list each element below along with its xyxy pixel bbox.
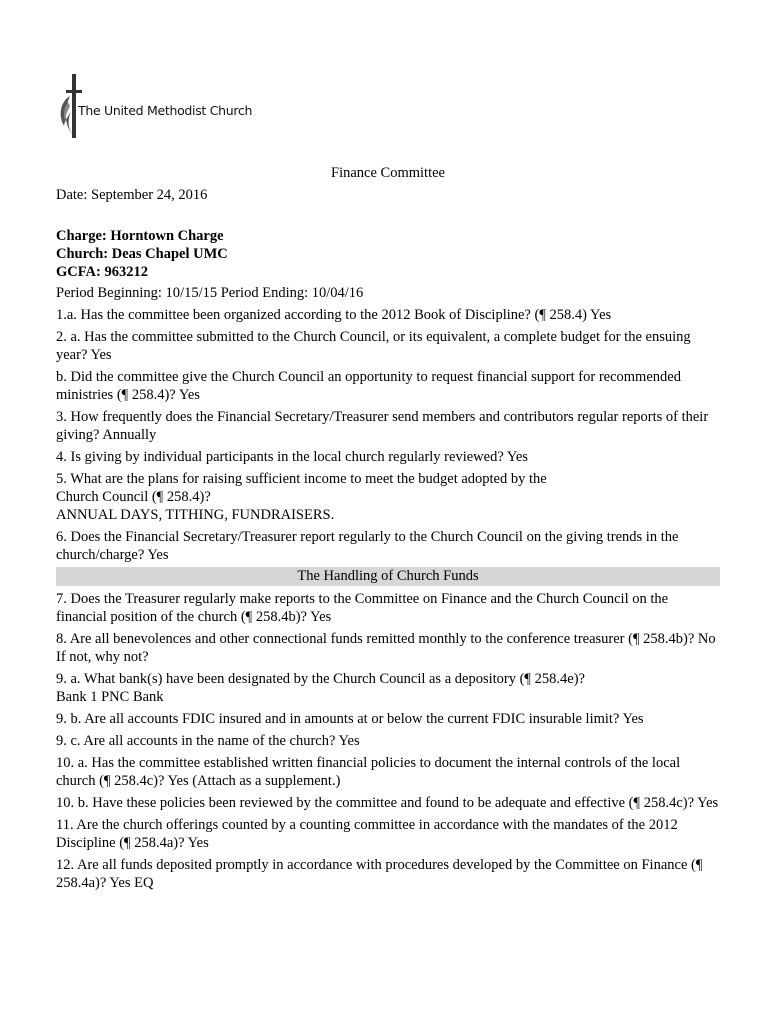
logo-text: The United Methodist Church xyxy=(78,103,253,118)
question-1a: 1.a. Has the committee been organized according to the 2012 Book of Discipline? (¶ 258.4) Yes xyxy=(56,307,612,323)
question-2b: b. Did the committee give the Church Council an opportunity to request financial support for recommended ministries (¶ 258.4)? Yes xyxy=(56,369,681,403)
gcfa-line: GCFA: 963212 xyxy=(56,264,148,280)
question-8 xyxy=(56,630,720,666)
question-9c: 9. c. Are all accounts in the name of the church? Yes xyxy=(56,733,360,749)
period-line: Period Beginning: 10/15/15 Period Ending: 10/04/16 xyxy=(56,285,364,301)
question-5 xyxy=(56,470,720,524)
question-6: 6. Does the Financial Secretary/Treasurer report regularly to the Church Council on the giving trends in the church/charge? Yes xyxy=(56,529,679,563)
question-3: 3. How frequently does the Financial Secretary/Treasurer send members and contributors regular reports of their giving? Annually xyxy=(56,409,709,443)
question-8-text: 8. Are all benevolences and other connectional funds remitted monthly to the conference treasurer (¶ 258.4b)? No xyxy=(56,631,716,647)
question-11: 11. Are the church offerings counted by a counting committee in accordance with the mandates of the 2012 Discipline (¶ 258.4a)? Yes xyxy=(56,817,678,851)
question-9a xyxy=(56,670,720,706)
question-8-followup: If not, why not? xyxy=(56,649,149,665)
church-line: Church: Deas Chapel UMC xyxy=(56,246,228,262)
church-logo xyxy=(56,72,256,142)
question-10a: 10. a. Has the committee established written financial policies to document the internal controls of the local church (¶ 258.4c)? Yes (Attach as a supplement.) xyxy=(56,755,681,789)
section-heading: The Handling of Church Funds xyxy=(56,567,720,586)
question-12: 12. Are all funds deposited promptly in accordance with procedures developed by the Committee on Finance (¶ 258.4a)? Yes EQ xyxy=(56,857,703,891)
question-10b: 10. b. Have these policies been reviewed by the committee and found to be adequate and effective (¶ 258.4c)? Yes xyxy=(56,795,719,811)
question-9b: 9. b. Are all accounts FDIC insured and in amounts at or below the current FDIC insurable limit? Yes xyxy=(56,711,644,727)
question-9a-text: 9. a. What bank(s) have been designated by the Church Council as a depository (¶ 258.4e)? xyxy=(56,671,585,687)
question-5-answer: ANNUAL DAYS, TITHING, FUNDRAISERS. xyxy=(56,507,335,523)
question-5-line1: 5. What are the plans for raising sufficient income to meet the budget adopted by the xyxy=(56,471,547,487)
question-5-line2: Church Council (¶ 258.4)? xyxy=(56,489,211,505)
report-date: Date: September 24, 2016 xyxy=(56,187,208,203)
form-content xyxy=(56,164,720,892)
question-4: 4. Is giving by individual participants in the local church regularly reviewed? Yes xyxy=(56,449,528,465)
question-2a: 2. a. Has the committee submitted to the Church Council, or its equivalent, a complete budget for the ensuing year? Yes xyxy=(56,329,691,363)
page-title: Finance Committee xyxy=(331,165,445,181)
charge-line: Charge: Horntown Charge xyxy=(56,228,224,244)
question-7: 7. Does the Treasurer regularly make reports to the Committee on Finance and the Church Council on the financial position of the church (¶ 258.4b)? Yes xyxy=(56,591,669,625)
question-9a-answer: Bank 1 PNC Bank xyxy=(56,689,164,705)
